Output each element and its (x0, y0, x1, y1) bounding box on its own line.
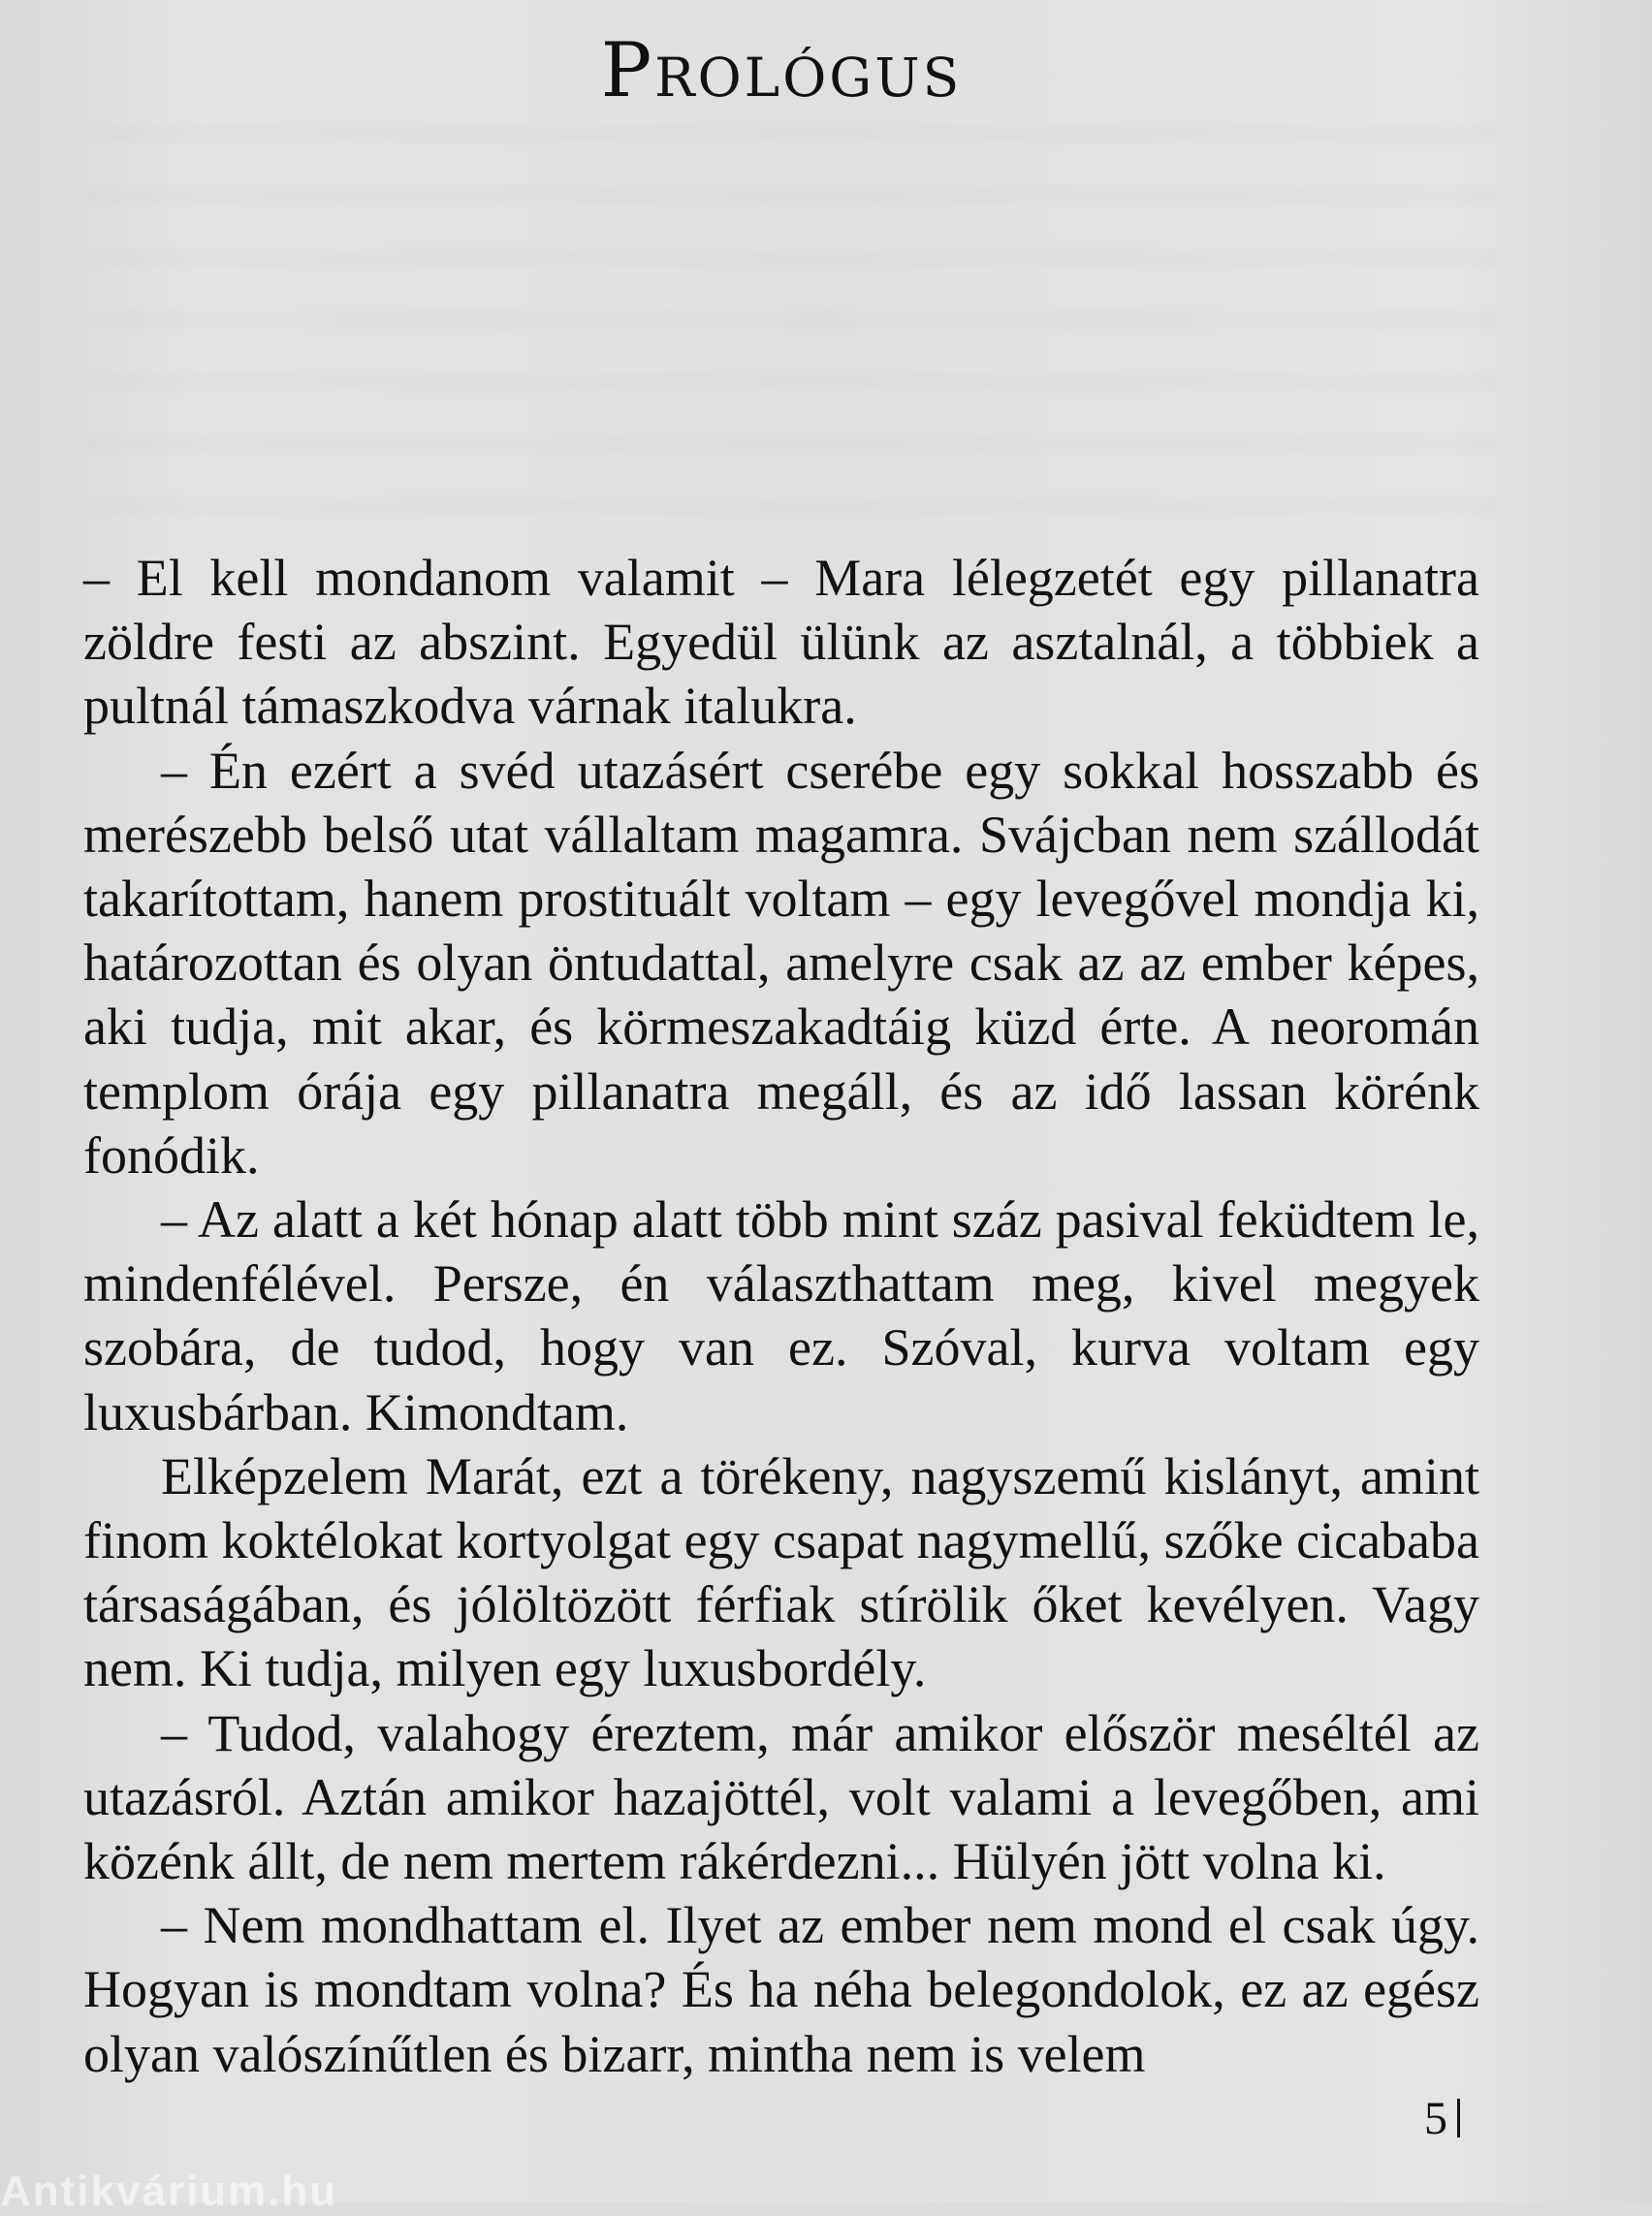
paragraph-1: – El kell mondanom valamit – Mara lélegzetét egy pillanatra zöldre festi az abszint. Egyedül ülünk az asztalnál, a többiek a pultnál támaszkodva várnak italukra. (83, 549, 1479, 736)
chapter-title (0, 27, 1563, 114)
paragraph-5: – Tudod, valahogy éreztem, már amikor először meséltél az utazásról. Aztán amikor hazajöttél, volt valami a levegőben, ami közénk állt, de nem mertem rákérdezni... Hülyén jött volna ki. (83, 1703, 1479, 1891)
paragraph-2: – Én ezért a svéd utazásért cserébe egy sokkal hosszabb és merészebb belső utat vállaltam magamra. Svájcban nem szállodát takarítottam, hanem prostituált voltam – egy levegővel mondja ki, határozottan és olyan öntudattal, amelyre csak az az ember képes, aki tudja, mit akar, és körmeszakadtáig küzd érte. A neoromán templom órája egy pillanatra megáll, és az idő lassan körénk fonódik. (83, 741, 1479, 1185)
paragraph-3: – Az alatt a két hónap alatt több mint száz pasival feküdtem le, mindenfélével. Persze, én választhattam meg, kivel megyek szobára, de tudod, hogy van ez. Szóval, kurva voltam egy luxusbárban. Kimondtam. (83, 1190, 1479, 1441)
page-number: 5 (1424, 2092, 1460, 2145)
paragraph-6: – Nem mondhattam el. Ilyet az ember nem mond el csak úgy. Hogyan is mondtam volna? És ha néha belegondolok, ez az egész olyan valószínűtlen és bizarr, mintha nem is velem (83, 1896, 1479, 2083)
paragraph-4: Elképzelem Marát, ezt a törékeny, nagyszemű kislányt, amint finom koktélokat kortyolgat egy csapat nagymellű, szőke cicababa társaságában, és jólöltözött férfiak stírölik őket kevélyen. Vagy nem. Ki tudja, milyen egy luxusbordély. (83, 1446, 1479, 1698)
body-text (83, 546, 1479, 2086)
chapter-title-text: Prológus (600, 27, 963, 114)
bleed-through-text (87, 126, 1497, 514)
watermark: Antikvárium.hu (0, 2168, 338, 2215)
